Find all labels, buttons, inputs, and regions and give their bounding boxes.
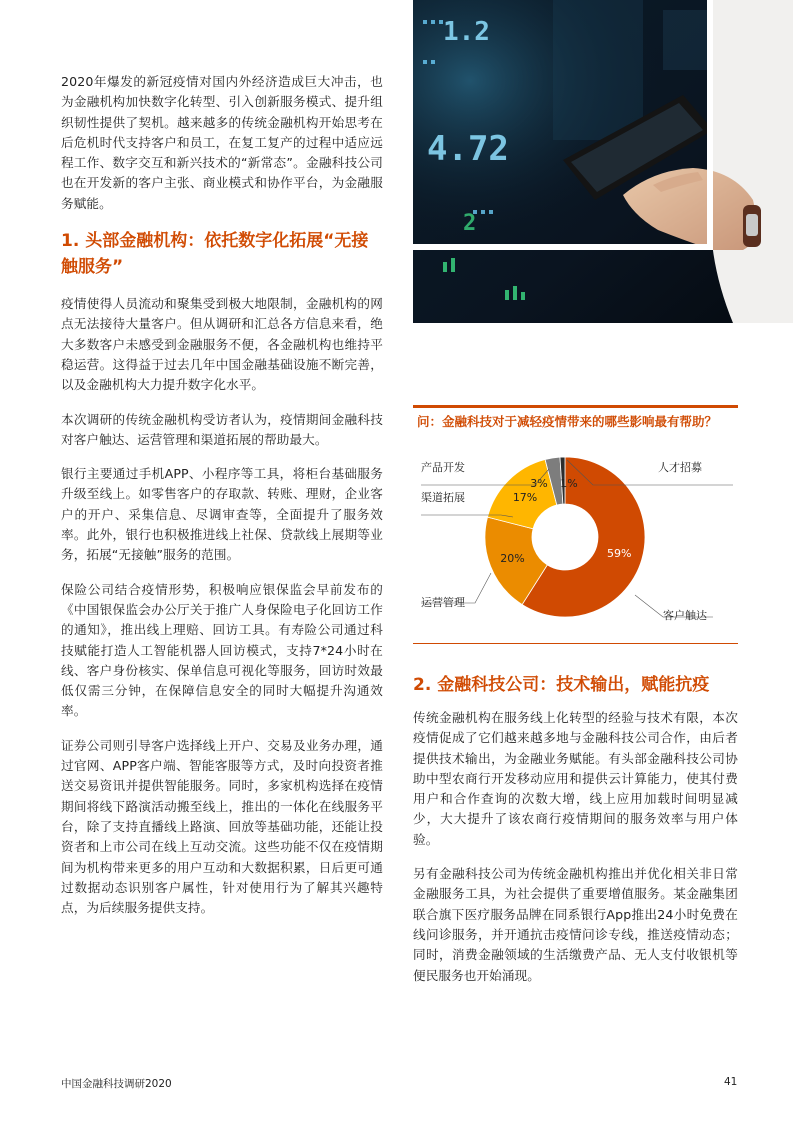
section-1-paragraph-5: 证券公司则引导客户选择线上开户、交易及业务办理，通过官网、APP客户端、智能客服等方式，及时向投资者推送交易资讯并提供智能服务。同时，多家机构选择在疫情期间将线下路演活动搬至线上，推出的一体化在线服务平台，除了支持直播线上路演、回放等基础功能，还能让投资者和上市公司在线上互动交流。这些功能不仅在疫情期间为机构带来更多的用户互动和大数据积累，日后更可通过数据动态识别客户属性，针对使用行为了解其兴趣特点，为后续服务提供支持。 [61, 737, 383, 916]
pie-value-label-2: 17% [512, 491, 538, 505]
section-1-heading: 1. 头部金融机构：依托数字化拓展“无接触服务” [61, 231, 369, 278]
chart-top-rule [413, 405, 738, 408]
screen-number-2: 4.72 [427, 129, 509, 169]
header-photo [413, 0, 793, 323]
intro-paragraph: 2020年爆发的新冠疫情对国内外经济造成巨大冲击，也为金融机构加快数字化转型、引入创新服务模式、提升组织韧性提供了契机。越来越多的传统金融机构开始思考在后危机时代支持客户和员工，在复工复产的过程中适应远程工作、数字交互和新兴技术的“新常态”。金融科技公司也在开发新的客户主张、商业模式和协作平台，为金融服务赋能。 [61, 74, 383, 211]
section-1-paragraph-3: 银行主要通过手机APP、小程序等工具，将柜台基础服务升级至线上。如零售客户的存取款、转账、理财，企业客户的开户、采集信息、尽调审查等，全面提升了服务效率。此外，银行也积极推进线上社保、贷款线上展期等业务，拓展“无接触”服务的范围。 [61, 466, 383, 563]
stock-screen-photo [413, 0, 793, 323]
pie-value-label-3: 3% [530, 477, 548, 490]
left-column [61, 72, 383, 932]
section-2-heading: 2. 金融科技公司：技术输出，赋能抗疫 [413, 675, 710, 695]
chart-question: 问：金融科技对于减轻疫情带来的哪些影响最有帮助？ [417, 414, 718, 429]
chart-panel [413, 405, 738, 650]
pie-category-label-2: 渠道拓展 [421, 491, 465, 504]
pie-category-label-1: 运营管理 [421, 596, 465, 609]
pie-chart [413, 445, 738, 640]
section-1-paragraph-2: 本次调研的传统金融机构受访者认为，疫情期间金融科技对客户触达、运营管理和渠道拓展的帮助最大。 [61, 411, 383, 447]
section-1-paragraph-1: 疫情使得人员流动和聚集受到极大地限制，金融机构的网点无法接待大量客户。但从调研和汇总各方信息来看，绝大多数客户未感受到金融服务不便，各金融机构也维持平稳运营。这得益于过去几年中国金融基础设施不断完善，以及金融机构大力提升数字化水平。 [61, 296, 383, 393]
pie-value-label-0: 59% [607, 546, 632, 560]
right-column [413, 708, 738, 1000]
page-number: 41 [724, 1076, 738, 1088]
chart-bottom-rule [413, 643, 738, 644]
screen-number-1: 1.2 [443, 17, 490, 47]
section-2-paragraph-2: 另有金融科技公司为传统金融机构推出并优化相关非日常金融服务工具，为社会提供了重要增值服务。某金融集团联合旗下医疗服务品牌在同系银行App推出24小时免费在线问诊服务，并开通抗击疫情问诊专线，推送疫情动态；同时，消费金融领域的生活缴费产品、无人支付收银机等便民服务也开始涌现。 [413, 866, 738, 983]
pie-category-label-3: 产品开发 [421, 461, 465, 474]
footer-title: 中国金融科技调研2020 [61, 1078, 172, 1090]
section-2-paragraph-1: 传统金融机构在服务线上化转型的经验与技术有限，本次疫情促成了它们越来越多地与金融科技公司合作，由后者提供技术输出，为金融业务赋能。有头部金融科技公司协助中型农商行开发移动应用和提供云计算能力，使其付费用户和合作查询的次数大增，线上应用加载时间明显减少，大大提升了该农商行疫情期间的服务效率与用户体验。 [413, 710, 738, 847]
screen-number-3: 2 [463, 211, 477, 236]
pie-category-label-4: 人才招募 [658, 461, 702, 474]
pie-value-label-4: 1% [560, 477, 578, 490]
pie-value-label-1: 20% [500, 551, 525, 565]
pie-category-label-0: 客户触达 [663, 609, 707, 622]
section-2-heading-wrap [413, 672, 743, 698]
section-1-paragraph-4: 保险公司结合疫情形势，积极响应银保监会早前发布的《中国银保监会办公厅关于推广人身保险电子化回访工作的通知》，推出线上理赔、回访工具。有寿险公司通过科技赋能打造人工智能机器人回访模式，支持7*24小时在线、客户身份核实、保单信息可视化等服务，回访时效最低仅需三分钟，在保障信息安全的同时大幅提升沟通效率。 [61, 581, 383, 719]
